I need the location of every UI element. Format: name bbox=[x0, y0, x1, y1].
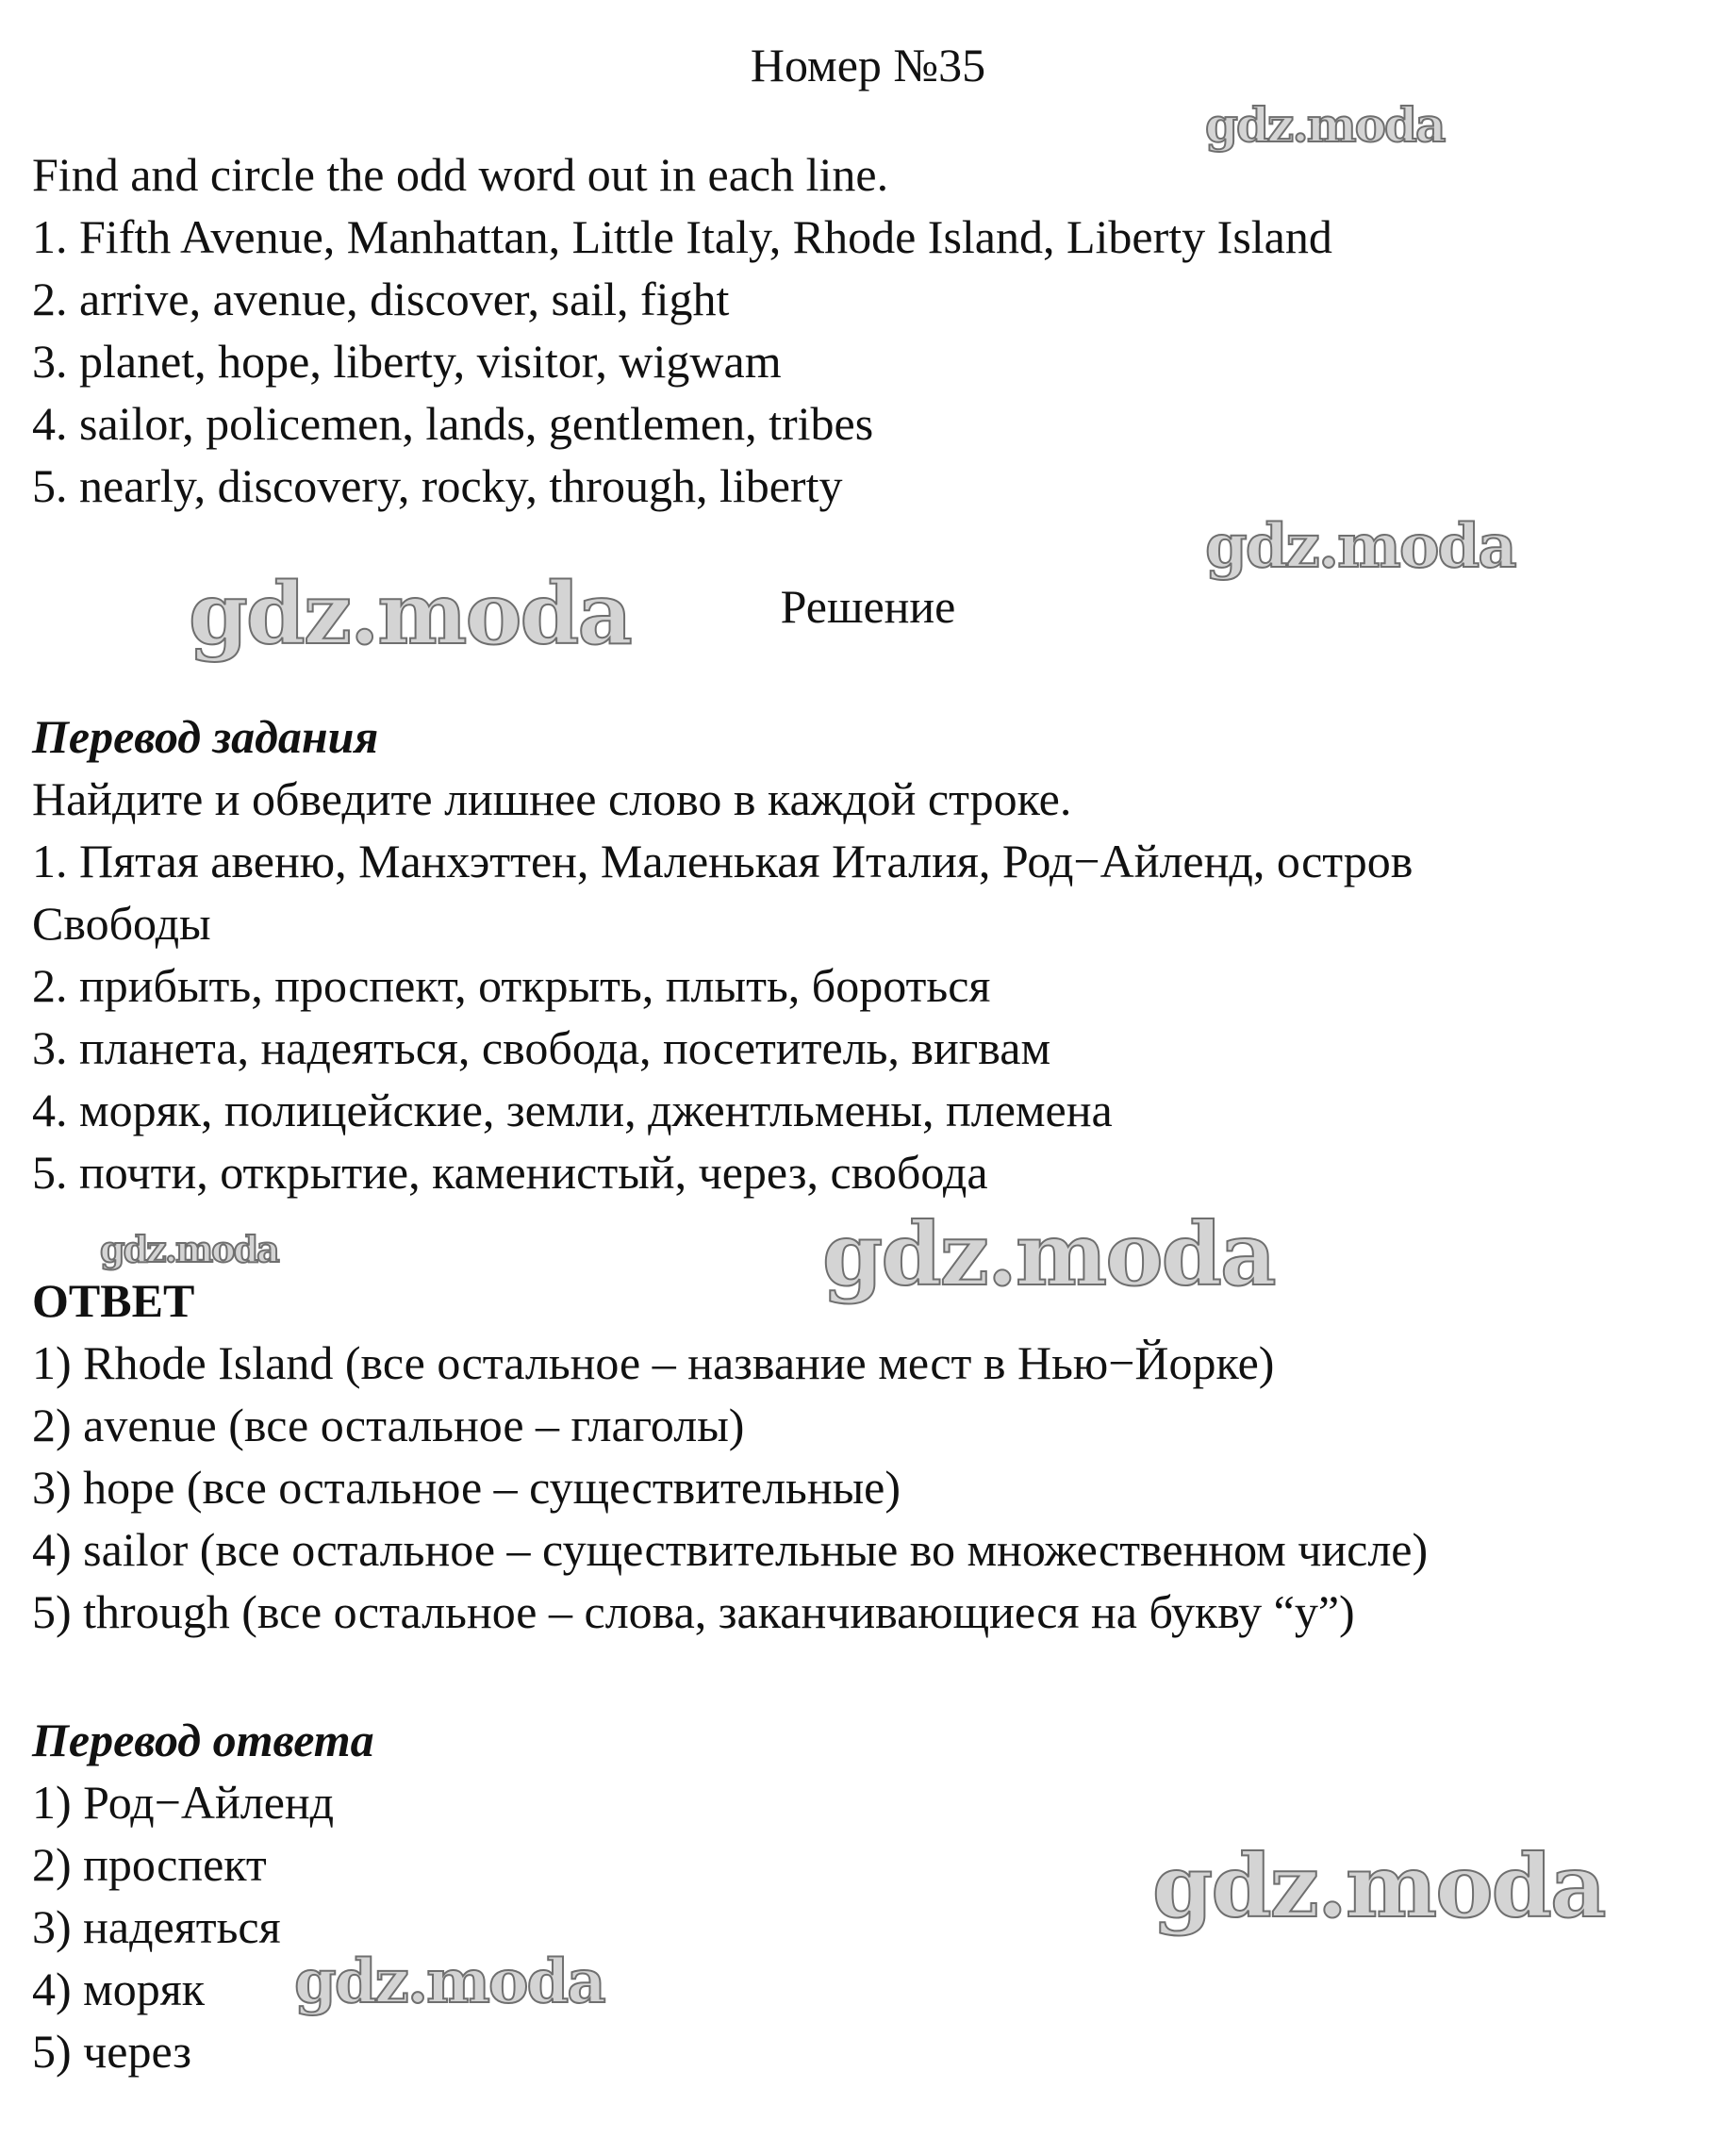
task-item: 1. Fifth Avenue, Manhattan, Little Italy, Rhode Island, Liberty Island bbox=[32, 210, 1332, 263]
answer-item: 2) avenue (все остальное – глаголы) bbox=[32, 1399, 745, 1451]
watermark: gdz.moda bbox=[294, 1947, 604, 2017]
task-item: 5. nearly, discovery, rocky, through, liberty bbox=[32, 459, 843, 512]
translation-instruction: Найдите и обведите лишнее слово в каждой строке. bbox=[32, 772, 1072, 825]
task-item: 2. arrive, avenue, discover, sail, fight bbox=[32, 273, 730, 325]
answer-item: 4) sailor (все остальное – существительные во множественном числе) bbox=[32, 1523, 1429, 1576]
translation-heading: Перевод задания bbox=[32, 710, 379, 763]
translation-item: 5. почти, открытие, каменистый, через, свобода bbox=[32, 1146, 988, 1199]
answer-translation-item: 5) через bbox=[32, 2025, 192, 2078]
answer-translation-item: 3) надеяться bbox=[32, 1900, 281, 1953]
watermark: gdz.moda bbox=[100, 1228, 278, 1270]
translation-item: 4. моряк, полицейские, земли, джентльмены, племена bbox=[32, 1084, 1113, 1136]
answer-item: 5) through (все остальное – слова, заканчивающиеся на букву “y”) bbox=[32, 1585, 1355, 1638]
watermark: gdz.moda bbox=[1152, 1835, 1605, 1937]
translation-item: 3. планета, надеяться, свобода, посетитель, вигвам bbox=[32, 1021, 1051, 1074]
task-item: 3. planet, hope, liberty, visitor, wigwam bbox=[32, 335, 782, 388]
page-title: Номер №35 bbox=[750, 39, 986, 91]
translation-item: 2. прибыть, проспект, открыть, плыть, бороться bbox=[32, 959, 991, 1012]
answer-item: 3) hope (все остальное – существительные) bbox=[32, 1461, 901, 1514]
watermark: gdz.moda bbox=[822, 1203, 1275, 1305]
answer-heading: ОТВЕТ bbox=[32, 1274, 195, 1327]
watermark: gdz.moda bbox=[189, 564, 631, 664]
answer-translation-item: 4) моряк bbox=[32, 1963, 206, 2015]
task-item: 4. sailor, policemen, lands, gentlemen, tribes bbox=[32, 397, 874, 450]
answer-item: 1) Rhode Island (все остальное – название мест в Нью−Йорке) bbox=[32, 1336, 1275, 1389]
translation-item: Свободы bbox=[32, 897, 211, 950]
translation-item: 1. Пятая авеню, Манхэттен, Маленькая Италия, Род−Айленд, остров bbox=[32, 835, 1414, 887]
solution-label: Решение bbox=[780, 580, 956, 633]
task-instruction: Find and circle the odd word out in each line. bbox=[32, 148, 889, 201]
answer-translation-item: 2) проспект bbox=[32, 1838, 267, 1891]
answer-translation-heading: Перевод ответа bbox=[32, 1714, 374, 1766]
watermark: gdz.moda bbox=[1205, 97, 1445, 153]
answer-translation-item: 1) Род−Айленд bbox=[32, 1776, 335, 1829]
watermark: gdz.moda bbox=[1205, 511, 1515, 582]
